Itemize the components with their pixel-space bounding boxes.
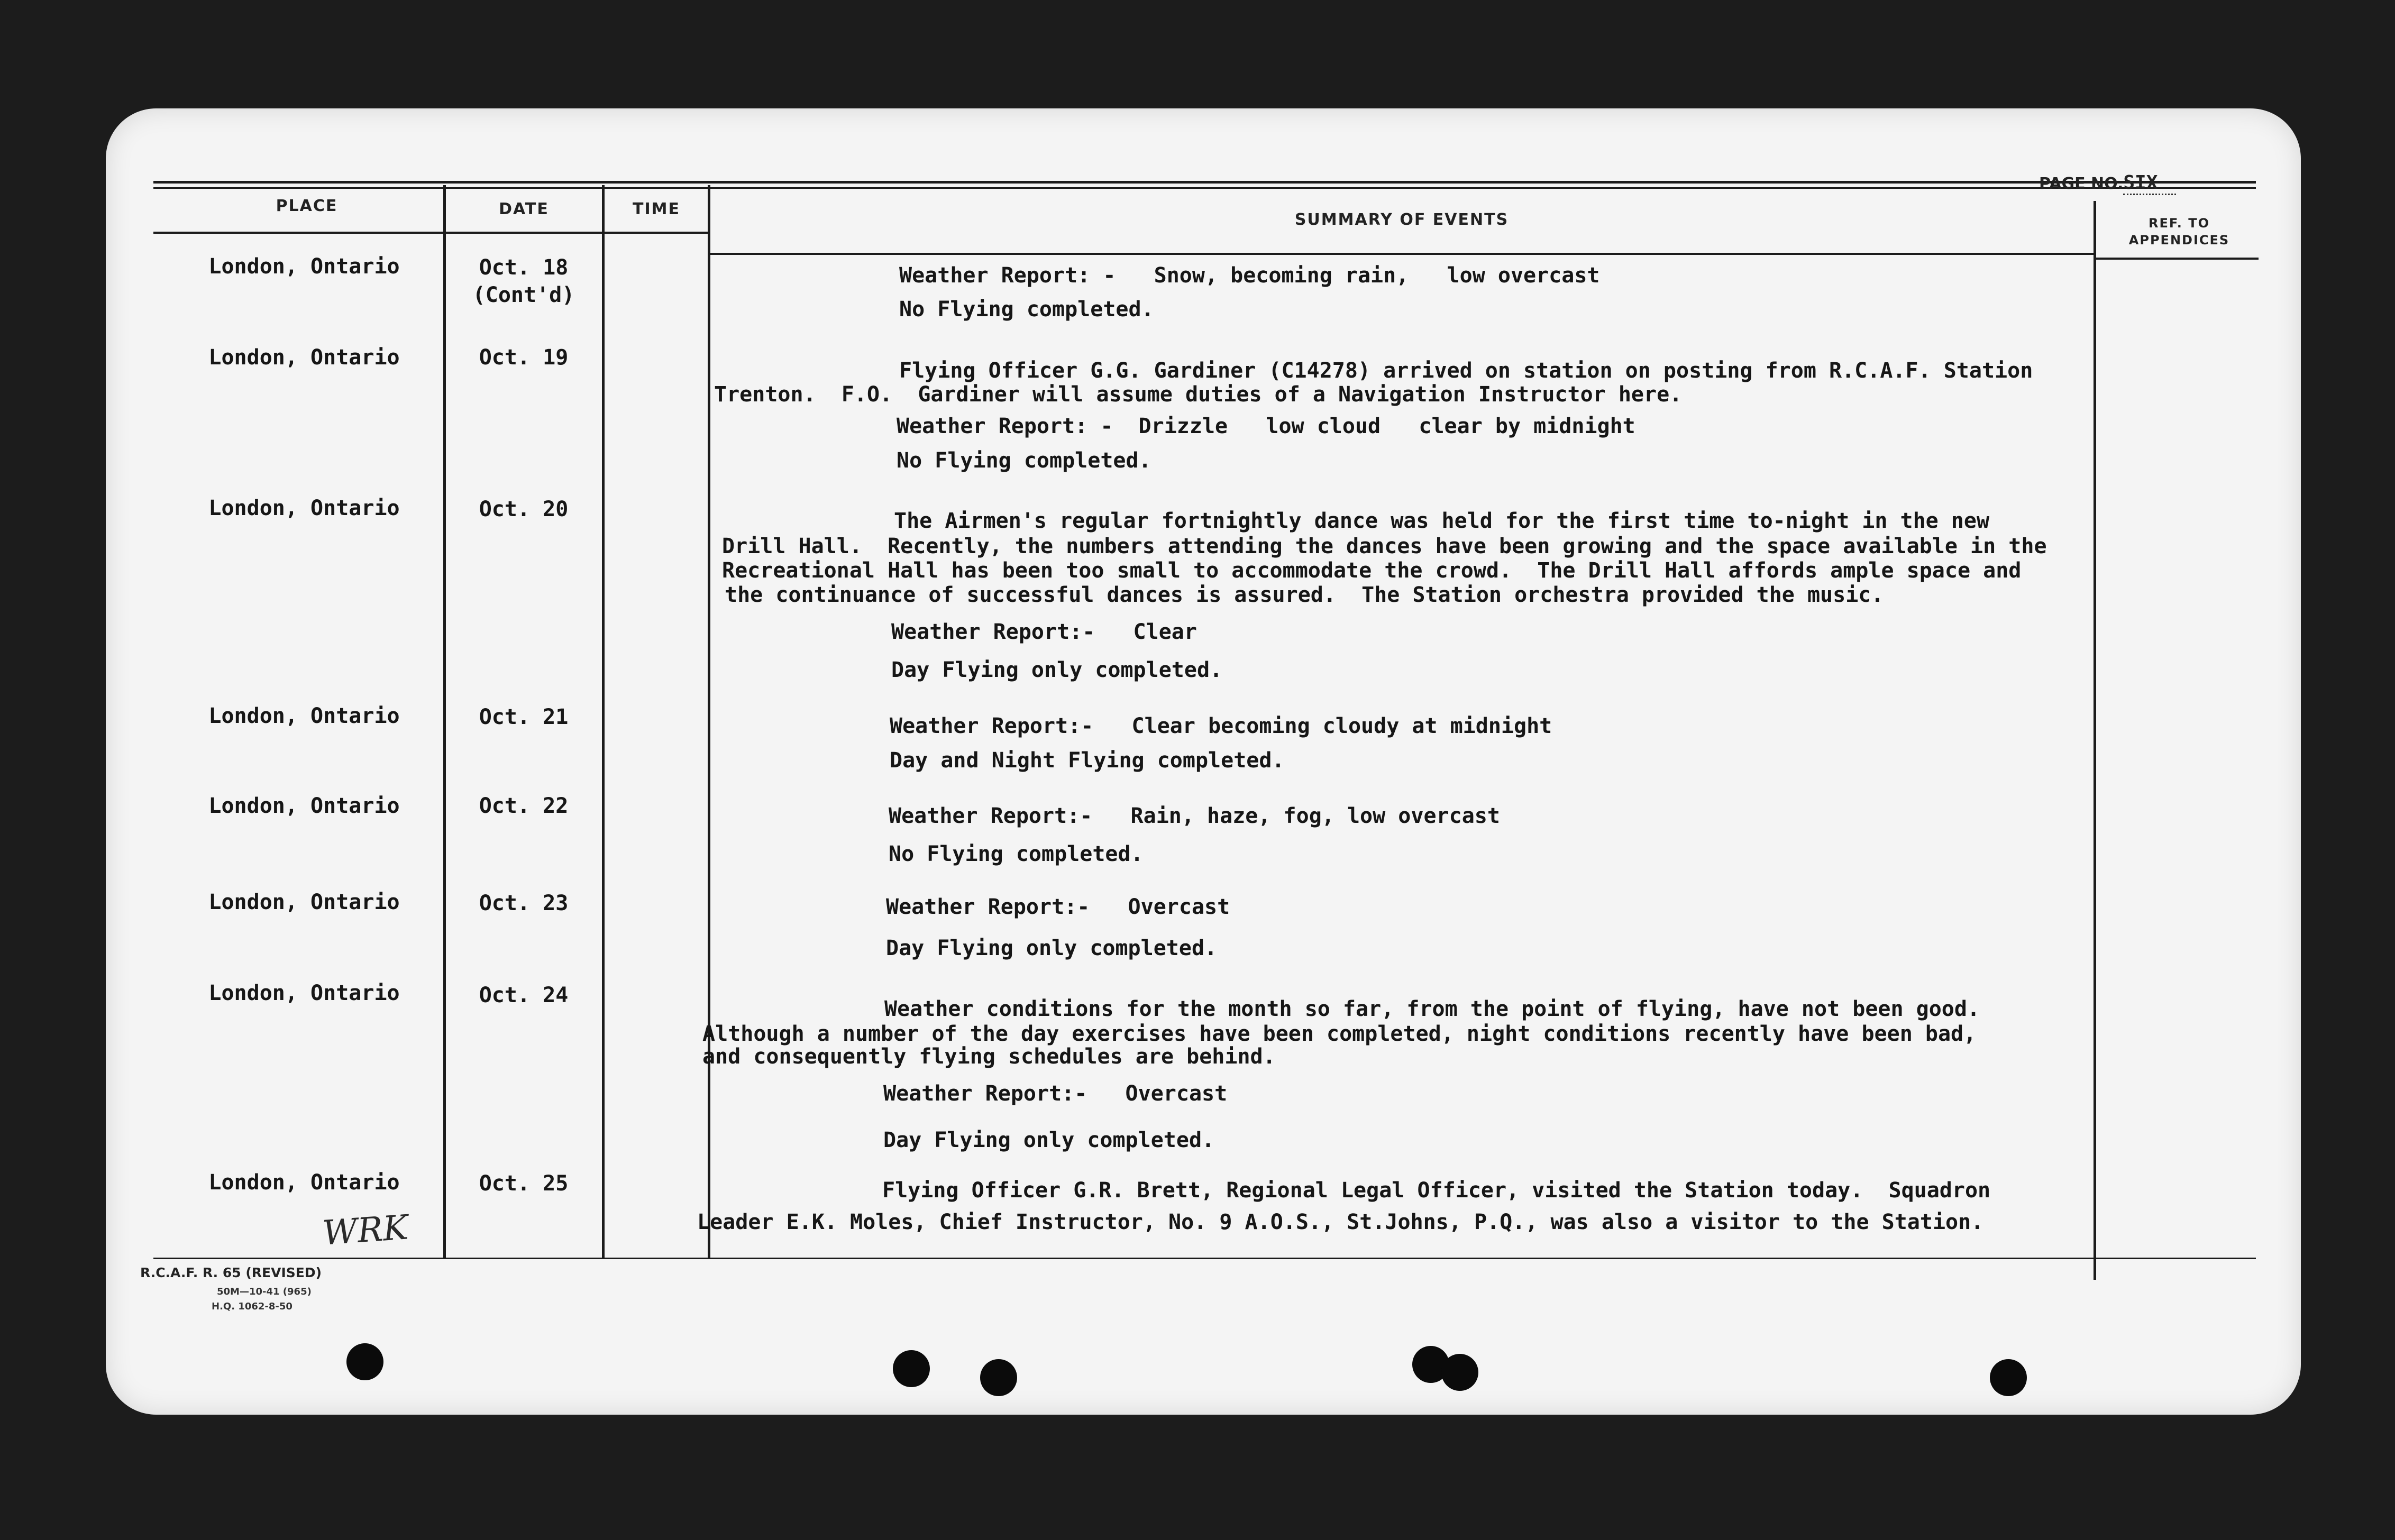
col-divider-summary-ref (2094, 201, 2096, 1280)
summary-line: Although a number of the day exercises have been completed, night conditions recently have been bad, (702, 1022, 1977, 1046)
summary-line: Flying Officer G.G. Gardiner (C14278) arrived on station on posting from R.C.A.F. Station (899, 359, 2033, 383)
entry-date: Oct. 21 (479, 705, 569, 729)
entry-place: London, Ontario (208, 981, 400, 1005)
summary-line: Weather conditions for the month so far, from the point of flying, have not been good. (884, 997, 1980, 1021)
summary-line: Flying Officer G.R. Brett, Regional Legal Officer, visited the Station today. Squadron (882, 1178, 1991, 1203)
summary-line: No Flying completed. (899, 297, 1154, 322)
summary-line: Leader E.K. Moles, Chief Instructor, No. 9 A.O.S., St.Johns, P.Q., was also a visitor to the Station. (697, 1210, 1984, 1234)
entry-date: Oct. 25 (479, 1171, 569, 1196)
summary-line: Weather Report:- Overcast (883, 1081, 1228, 1106)
header-appendices: APPENDICES (2128, 233, 2230, 248)
header-time: TIME (633, 200, 680, 218)
entry-date: Oct. 23 (479, 891, 569, 915)
entry-date: Oct. 18 (479, 255, 569, 280)
summary-line: Weather Report: - Drizzle low cloud clear by midnight (897, 414, 1635, 438)
top-rule (153, 181, 2256, 184)
header-ref-to: REF. TO (2149, 216, 2210, 231)
binder-hole (346, 1343, 383, 1380)
summary-line: Drill Hall. Recently, the numbers attending the dances have been growing and the space available in the (722, 534, 2047, 558)
binder-hole (1441, 1354, 1478, 1391)
summary-line: Recreational Hall has been too small to accommodate the crowd. The Drill Hall affords ample space and (722, 558, 2022, 583)
header-summary: SUMMARY OF EVENTS (1294, 210, 1509, 229)
summary-line: and consequently flying schedules are behind. (702, 1044, 1276, 1069)
entry-date: Oct. 19 (479, 345, 569, 370)
summary-line: Weather Report:- Overcast (886, 895, 1230, 919)
entry-date: Oct. 24 (479, 983, 569, 1007)
summary-line: No Flying completed. (897, 448, 1151, 473)
bottom-rule (153, 1258, 2256, 1259)
summary-line: Day Flying only completed. (883, 1128, 1215, 1152)
summary-line: The Airmen's regular fortnightly dance was held for the first time to-night in the new (894, 509, 1990, 533)
header-rule-ref (2095, 258, 2259, 260)
header-date: DATE (499, 200, 549, 218)
col-divider-time-summary (708, 185, 710, 1259)
entry-place: London, Ontario (208, 496, 400, 520)
entry-place: London, Ontario (208, 704, 400, 728)
page-number (2039, 172, 2176, 195)
binder-hole (893, 1350, 930, 1387)
summary-line: Weather Report: - Snow, becoming rain, low overcast (899, 263, 1600, 288)
summary-line: Trenton. F.O. Gardiner will assume duties of a Navigation Instructor here. (714, 382, 1683, 407)
entry-date-note: (Cont'd) (472, 283, 575, 307)
handwritten-initials: WRK (321, 1208, 410, 1253)
entry-place: London, Ontario (208, 890, 400, 914)
entry-place: London, Ontario (208, 1170, 400, 1195)
header-place: PLACE (276, 197, 338, 215)
entry-date: Oct. 20 (479, 497, 569, 521)
summary-line: Weather Report:- Rain, haze, fog, low overcast (889, 804, 1500, 828)
header-rule-summary (709, 253, 2095, 255)
entry-date: Oct. 22 (479, 794, 569, 818)
col-divider-date-time (602, 185, 605, 1259)
summary-line: Weather Report:- Clear (891, 620, 1197, 644)
summary-line: Day Flying only completed. (886, 936, 1218, 960)
summary-line: Weather Report:- Clear becoming cloudy at midnight (890, 714, 1552, 738)
form-identifier: R.C.A.F. R. 65 (REVISED) (140, 1265, 322, 1280)
summary-line: No Flying completed. (889, 842, 1144, 866)
col-divider-place-date (443, 185, 446, 1259)
form-hq-number: H.Q. 1062-8-50 (212, 1301, 292, 1312)
page-number-value: SIX (2123, 172, 2176, 195)
header-rule-left (153, 232, 709, 234)
binder-hole (980, 1359, 1017, 1396)
summary-line: the continuance of successful dances is assured. The Station orchestra provided the music. (725, 583, 1884, 607)
entry-place: London, Ontario (208, 345, 400, 370)
top-rule-2 (153, 187, 2256, 189)
entry-place: London, Ontario (208, 254, 400, 279)
page-number-label: PAGE NO. (2039, 175, 2124, 193)
form-print-code: 50M—10-41 (965) (217, 1286, 312, 1297)
summary-line: Day Flying only completed. (891, 658, 1223, 682)
binder-hole (1990, 1359, 2027, 1396)
entry-place: London, Ontario (208, 794, 400, 818)
summary-line: Day and Night Flying completed. (890, 748, 1285, 773)
